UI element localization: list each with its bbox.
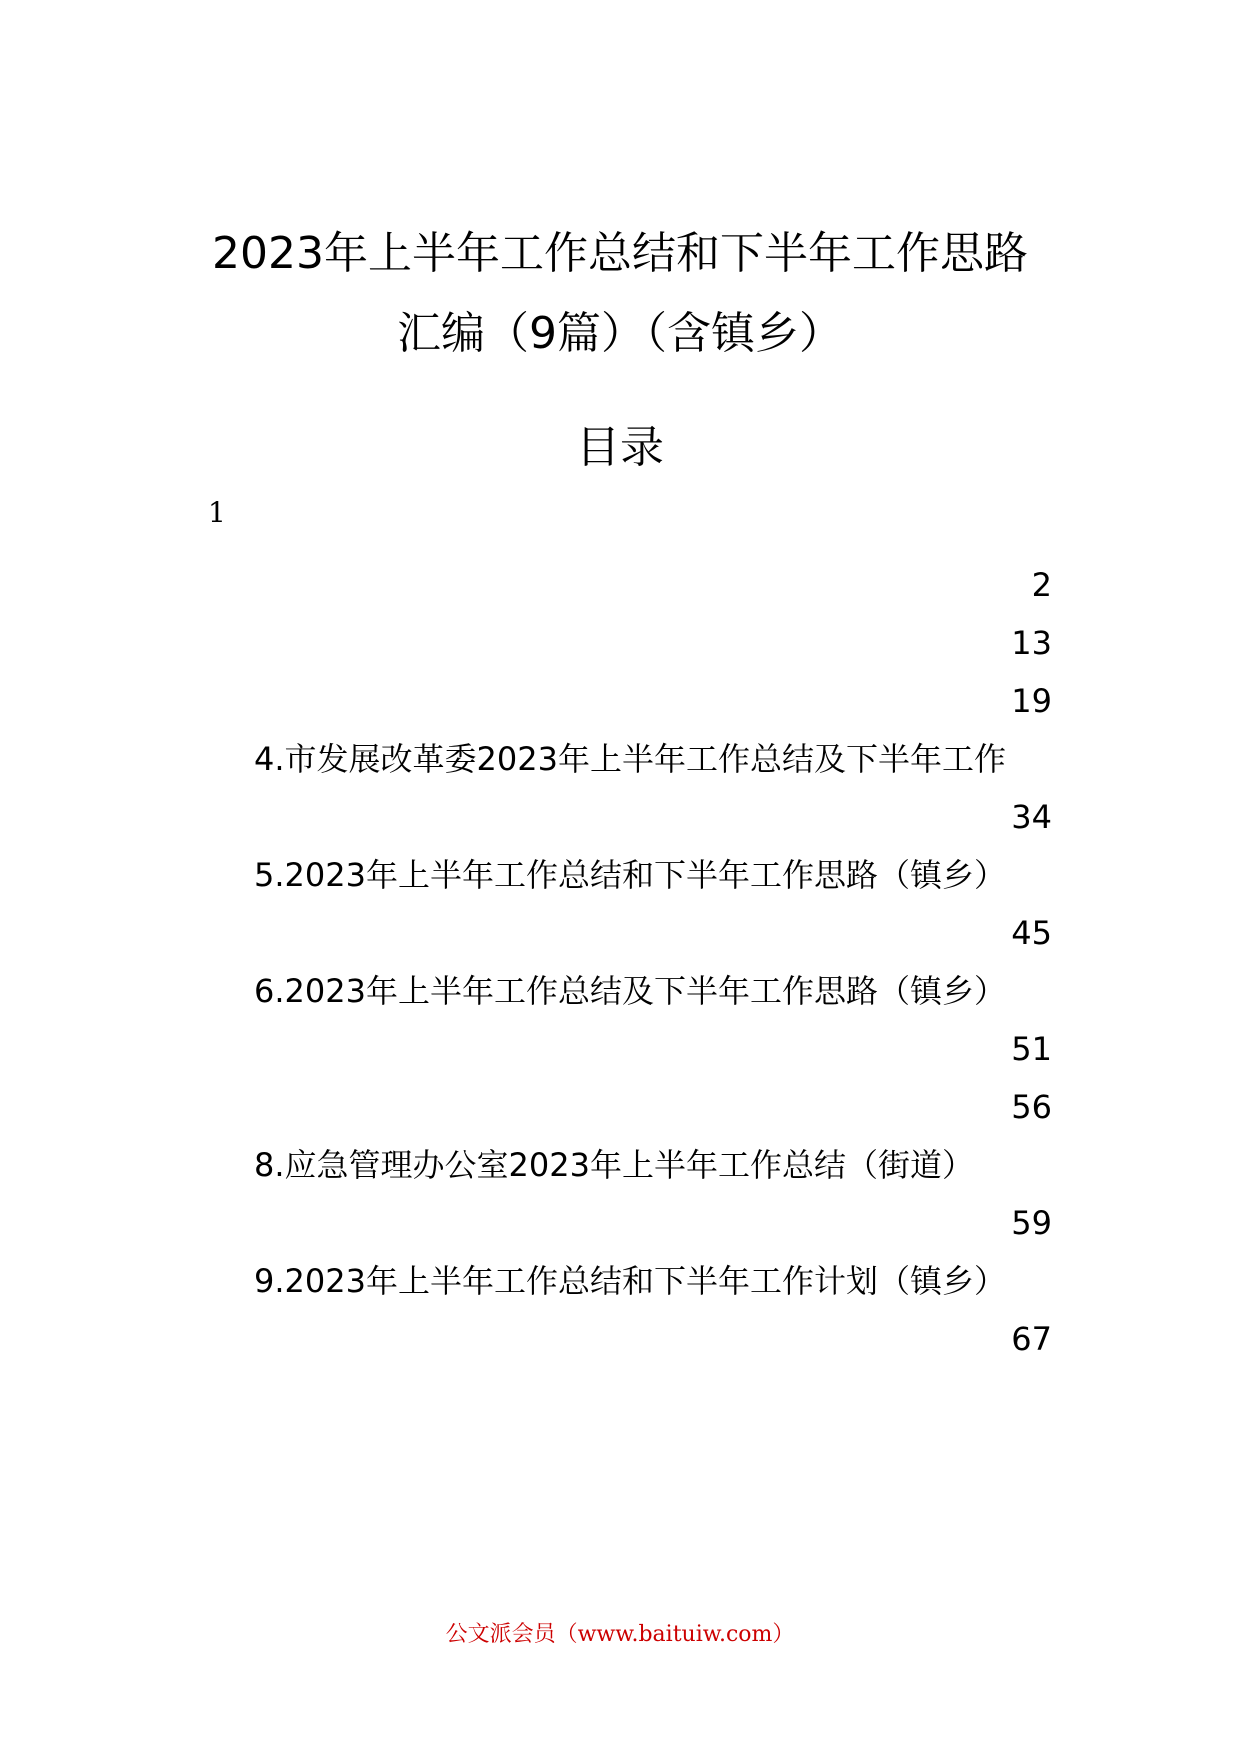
toc-entry-line[interactable] [190, 901, 1052, 965]
toc-page-number: 2 [190, 553, 1052, 617]
toc-entry-title: 4.市发展改革委2023年上半年工作总结及下半年工作 [254, 727, 1008, 791]
toc-page-number: 13 [190, 611, 1052, 675]
toc-entry-line[interactable] [190, 1017, 1052, 1081]
document-title-line-1: 2023年上半年工作总结和下半年工作思路 [212, 228, 1028, 279]
document-title [0, 214, 1240, 374]
toc-page-number: 51 [190, 1017, 1052, 1081]
toc-heading: 目录 [576, 422, 664, 473]
toc-entry-line[interactable] [190, 611, 1052, 675]
toc-page-number: 67 [190, 1307, 1052, 1371]
toc-page-number: 34 [190, 785, 1052, 849]
toc-entry-line[interactable] [190, 1307, 1052, 1371]
toc-entry-title: 9.2023年上半年工作总结和下半年工作计划（镇乡） [254, 1249, 1008, 1313]
toc-entry-line[interactable] [190, 959, 1052, 1023]
toc-entry-line[interactable] [190, 1249, 1052, 1313]
toc-entry-line[interactable] [190, 843, 1052, 907]
footer-watermark: 公文派会员（www.baituiw.com） [445, 1622, 795, 1647]
toc-entry-line[interactable] [190, 727, 1052, 791]
toc-entry-line[interactable] [190, 669, 1052, 733]
toc-page-number: 56 [190, 1075, 1052, 1139]
toc-entry-line[interactable] [190, 785, 1052, 849]
document-title-line-2: 汇编（9篇）（含镇乡） [397, 308, 843, 359]
toc-entry-line[interactable] [190, 1075, 1052, 1139]
toc-entry-line[interactable] [190, 1133, 1052, 1197]
page-marker: 1 [208, 496, 226, 529]
toc-page-number: 45 [190, 901, 1052, 965]
toc-entry-title: 8.应急管理办公室2023年上半年工作总结（街道） [254, 1133, 976, 1197]
toc-page-number: 59 [190, 1191, 1052, 1255]
toc-entry-title: 6.2023年上半年工作总结及下半年工作思路（镇乡） [254, 959, 1008, 1023]
toc-entry-title: 5.2023年上半年工作总结和下半年工作思路（镇乡） [254, 843, 1008, 907]
toc-entry-line[interactable] [190, 553, 1052, 617]
toc-page-number: 19 [190, 669, 1052, 733]
toc-entry-line[interactable] [190, 1191, 1052, 1255]
